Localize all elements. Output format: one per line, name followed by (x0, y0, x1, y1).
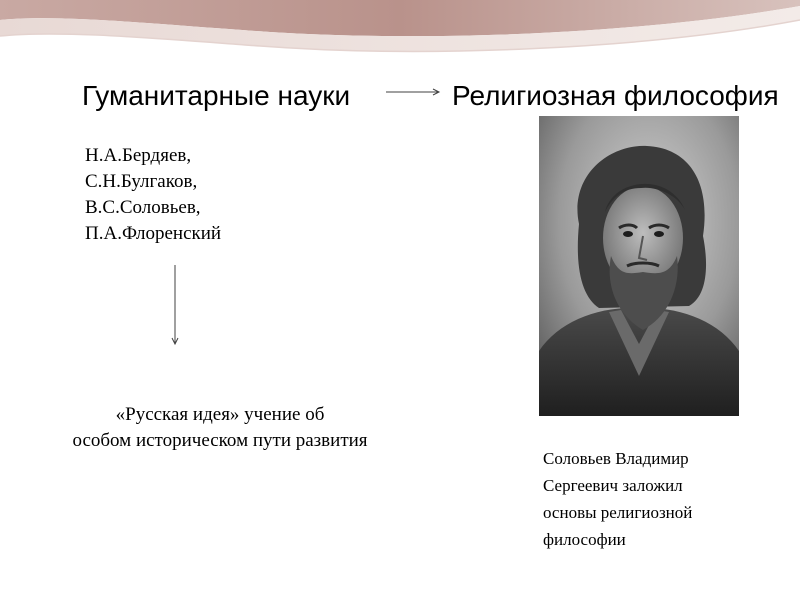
philosopher-name: Н.А.Бердяев, (85, 145, 192, 166)
caption-line: Сергеевич заложил (543, 476, 683, 495)
down-arrow-icon (168, 265, 182, 347)
decorative-header-swoosh (0, 0, 800, 80)
philosopher-name: С.Н.Булгаков, (85, 171, 198, 192)
portrait-caption (543, 445, 692, 553)
philosopher-name: В.С.Соловьев, (85, 197, 201, 218)
title-humanities: Гуманитарные науки (82, 80, 351, 111)
russian-idea-text (20, 402, 420, 454)
idea-line-2: особом историческом пути развития (72, 430, 368, 451)
portrait-photo (539, 116, 739, 416)
idea-line-1: «Русская идея» учение об (115, 404, 325, 425)
philosopher-name: П.А.Флоренский (85, 223, 222, 244)
right-arrow-icon (386, 85, 442, 99)
caption-line: Соловьев Владимир (543, 449, 689, 468)
philosophers-list (85, 143, 221, 247)
caption-line: основы религиозной (543, 503, 693, 522)
caption-line: философии (543, 530, 626, 549)
title-religious-philosophy: Религиозная философия (452, 80, 779, 111)
